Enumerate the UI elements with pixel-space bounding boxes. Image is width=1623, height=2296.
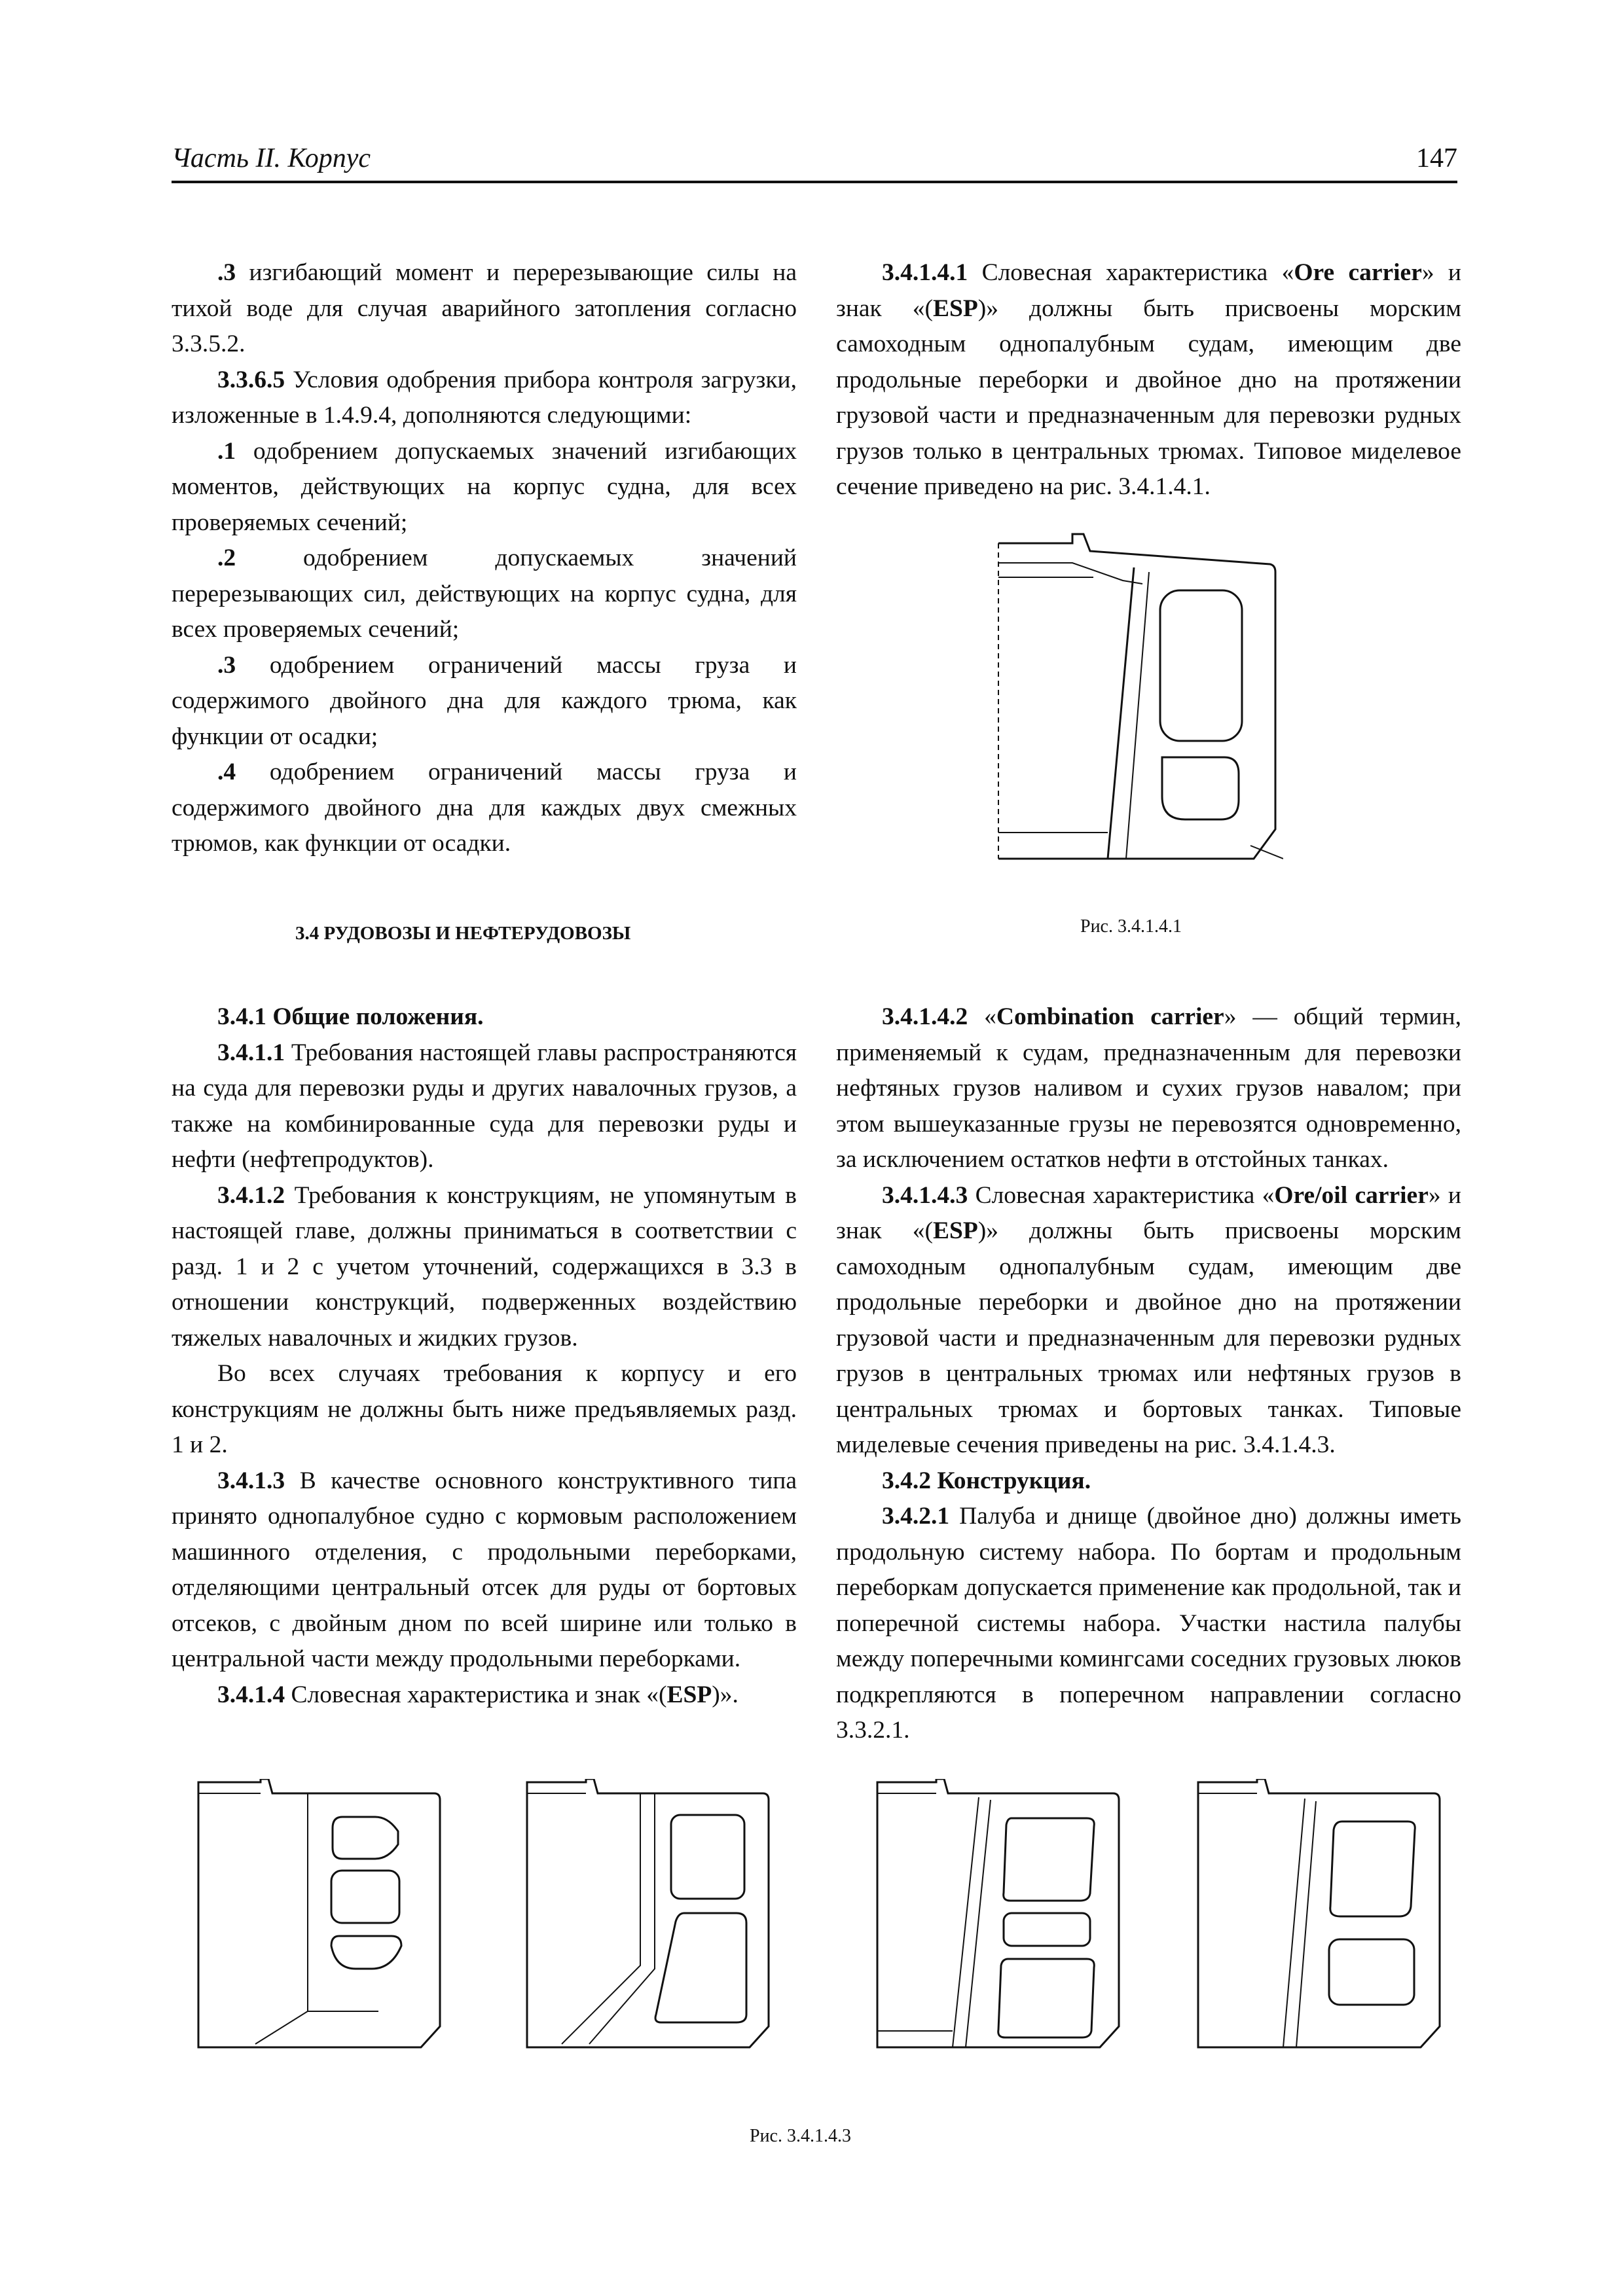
paragraph: 3.4.1.3 В качестве основного конструктивного типа принято однопалубное судно с кормовым расположением машинного отделения, с продольными переборками, отделяющими центральный отсек для руды от бортовых отсеков, с двойным дном по всей ширине или только в центральной части между продольными переборками. bbox=[172, 1467, 797, 1672]
running-header bbox=[172, 143, 1457, 183]
figure-ore-carrier-midship-section bbox=[995, 531, 1283, 885]
figure-caption: Рис. 3.4.1.4.3 bbox=[750, 2126, 851, 2146]
paragraph: 3.4.1.4.2 «Combination carrier» — общий термин, применяемый к судам, предназначенным для перевозки нефтяных грузов наливом и сухих грузов навалом; при этом вышеуказанные грузы не перевозятся одновременно, за исключением остатков нефти в отстойных танках. bbox=[836, 1003, 1461, 1173]
paragraph: .1 одобрением допускаемых значений изгибающих моментов, действующих на корпус судна, для всех проверяемых сечений; bbox=[172, 437, 797, 536]
paragraph: 3.4.1.4 Словесная характеристика и знак «(ESP)». bbox=[217, 1681, 739, 1708]
right-column-bottom bbox=[836, 999, 1461, 1749]
paragraph: .3 изгибающий момент и перерезывающие силы на тихой воде для случая аварийного затопления согласно 3.3.5.2. bbox=[172, 259, 797, 357]
figure-ore-oil-carrier-section-3 bbox=[874, 1779, 1126, 2067]
paragraph: Во всех случаях требования к корпусу и его конструкциям не должны быть ниже предъявляемых разд. 1 и 2. bbox=[172, 1360, 797, 1458]
paragraph: 3.4.1.1 Требования настоящей главы распространяются на суда для перевозки руды и других навалочных грузов, а также на комбинированные суда для перевозки руды и нефти (нефтепродуктов). bbox=[172, 1039, 797, 1173]
paragraph: .2 одобрением допускаемых значений перерезывающих сил, действующих на корпус судна, для всех проверяемых сечений; bbox=[172, 545, 797, 643]
subheading: 3.4.1 Общие положения. bbox=[217, 1003, 484, 1030]
paragraph: .3 одобрением ограничений массы груза и содержимого двойного дна для каждого трюма, как функции от осадки; bbox=[172, 651, 797, 750]
figure-ore-oil-carrier-section-1 bbox=[195, 1779, 447, 2067]
paragraph: 3.4.1.4.3 Словесная характеристика «Ore/oil carrier» и знак «(ESP)» должны быть присвоены морским самоходным однопалубным судам, имеющим две продольные переборки и двойное дно на протяжении грузовой части и предназначенным для перевозки рудных грузов в центральных трюмах или нефтяных грузов в центральных трюмах и бортовых танках. Типовые миделевые сечения приведены на рис. 3.4.1.4.3. bbox=[836, 1181, 1462, 1458]
left-column-top bbox=[172, 255, 797, 862]
paragraph: 3.4.1.2 Требования к конструкциям, не упомянутым в настоящей главе, должны приниматься в соответствии с разд. 1 и 2 с учетом уточнений, содержащихся в 3.3 в отношении конструкций, подверженных воздействию тяжелых навалочных и жидких грузов. bbox=[172, 1181, 797, 1352]
header-part-title: Часть II. Корпус bbox=[172, 143, 371, 173]
paragraph: 3.4.1.4.1 Словесная характеристика «Ore carrier» и знак «(ESP)» должны быть присвоены морским самоходным однопалубным судам, имеющим две продольные переборки и двойное дно на протяжении грузовой части и предназначенным для перевозки рудных грузов только в центральных трюмах. Типовое миделевое сечение приведено на рис. 3.4.1.4.1. bbox=[836, 259, 1462, 500]
page-number: 147 bbox=[1416, 143, 1457, 173]
figure-caption: Рис. 3.4.1.4.1 bbox=[1080, 916, 1182, 937]
right-column-top bbox=[836, 255, 1461, 505]
figure-ore-oil-carrier-section-4 bbox=[1195, 1779, 1447, 2067]
left-column-bottom bbox=[172, 999, 797, 1713]
subheading: 3.4.2 Конструкция. bbox=[882, 1467, 1091, 1494]
figure-ore-oil-carrier-section-2 bbox=[524, 1779, 776, 2067]
section-heading: 3.4 РУДОВОЗЫ И НЕФТЕРУДОВОЗЫ bbox=[295, 923, 631, 944]
paragraph: 3.4.2.1 Палуба и днище (двойное дно) должны иметь продольную систему набора. По бортам и продольным переборкам допускается применение как продольной, так и поперечной системы набора. Участки настила палубы между поперечными комингсами соседних грузовых люков подкрепляются в поперечном направлении согласно 3.3.2.1. bbox=[836, 1503, 1461, 1744]
paragraph: .4 одобрением ограничений массы груза и содержимого двойного дна для каждых двух смежных трюмов, как функции от осадки. bbox=[172, 759, 797, 857]
paragraph: 3.3.6.5 Условия одобрения прибора контроля загрузки, изложенные в 1.4.9.4, дополняются следующими: bbox=[172, 366, 797, 429]
